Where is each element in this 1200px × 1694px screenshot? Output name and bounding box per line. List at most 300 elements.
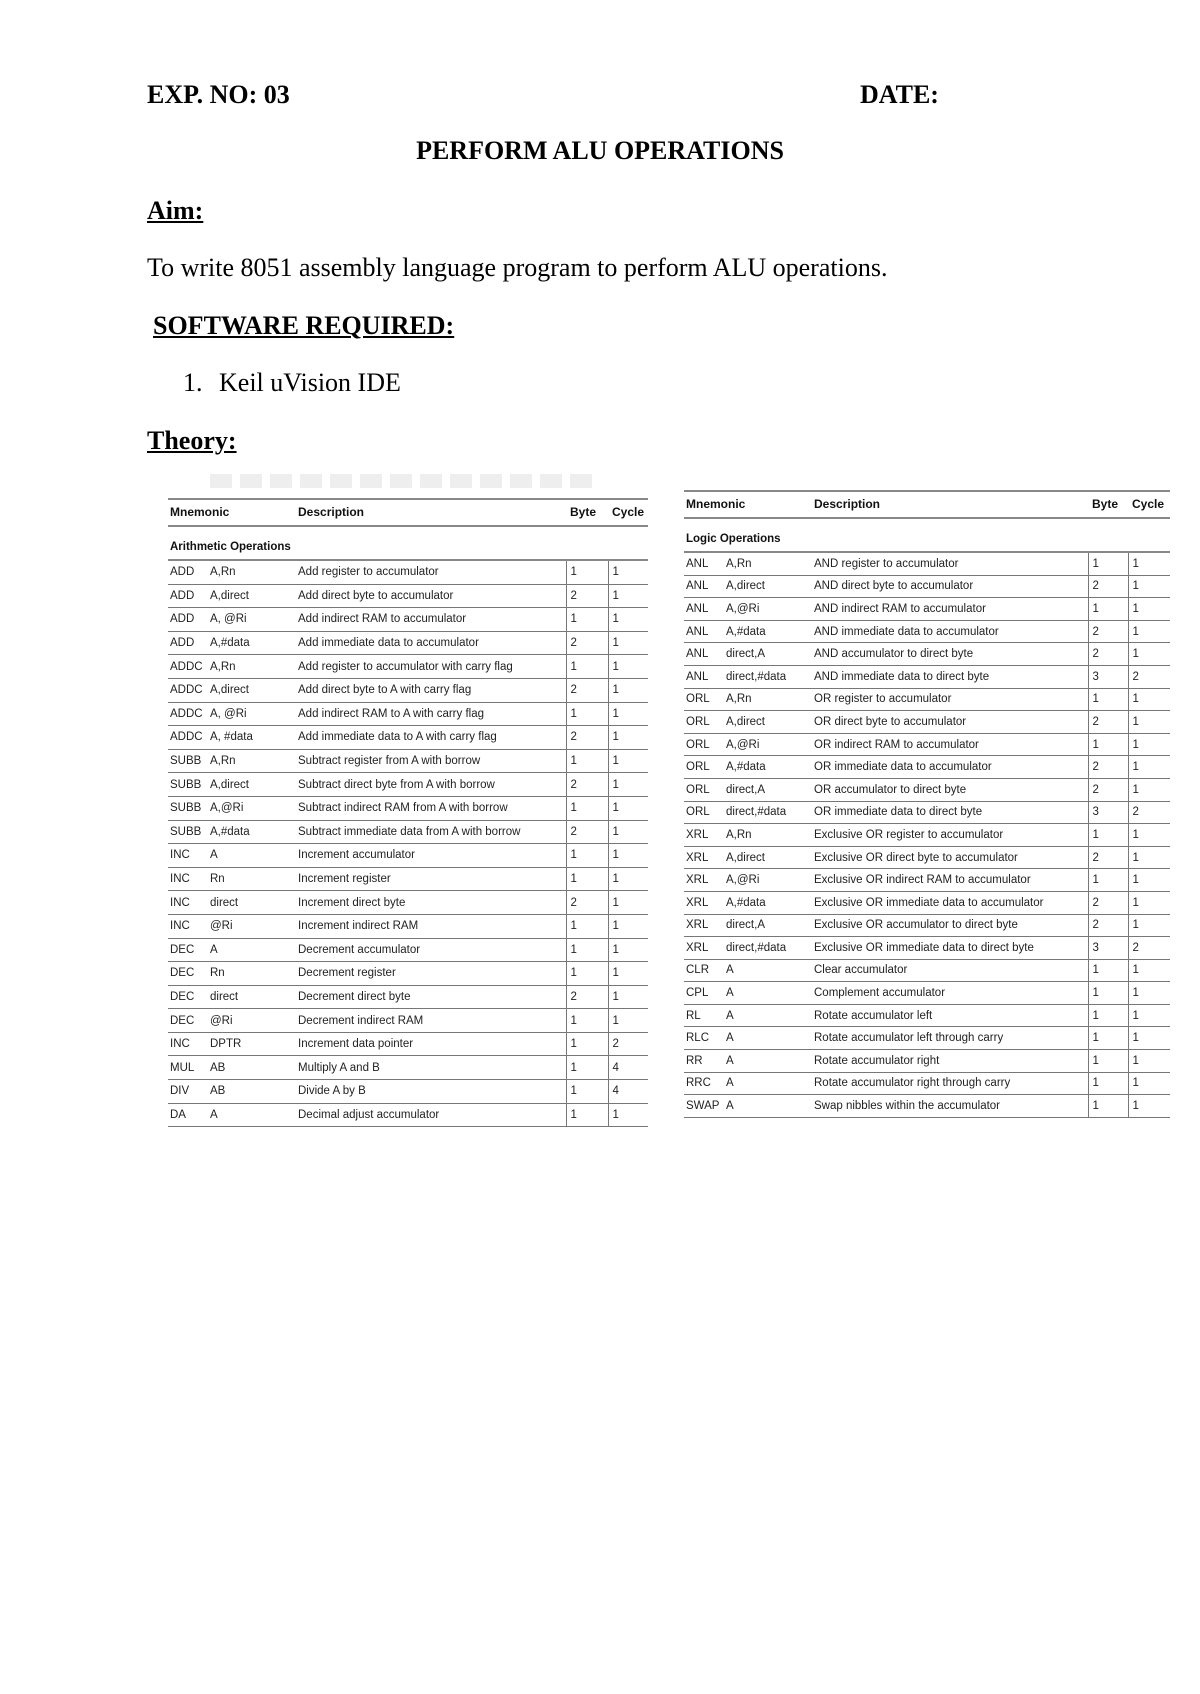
table-row <box>168 1056 648 1080</box>
mnemonic: MUL <box>170 1061 195 1074</box>
description-cell: Decrement accumulator <box>296 938 566 962</box>
description-cell: Subtract register from A with borrow <box>296 749 566 773</box>
byte-cell: 2 <box>1088 620 1128 643</box>
operands: direct,A <box>726 783 765 796</box>
mnemonic: XRL <box>686 828 709 841</box>
cycle-cell: 1 <box>1128 891 1170 914</box>
table-row <box>684 1095 1170 1118</box>
byte-cell: 1 <box>566 560 608 584</box>
description-cell: Exclusive OR immediate data to direct byte <box>812 937 1088 960</box>
column-header-description: Description <box>296 499 566 526</box>
mnemonic-cell <box>168 938 296 962</box>
byte-cell: 1 <box>1088 1004 1128 1027</box>
operands: direct,A <box>726 919 765 932</box>
mnemonic-cell <box>168 608 296 632</box>
table-row <box>168 560 648 584</box>
description-cell: Add immediate data to A with carry flag <box>296 726 566 750</box>
table-row <box>168 608 648 632</box>
faded-scan-artifact <box>210 474 600 488</box>
operands: A <box>726 964 734 977</box>
table-header-row <box>168 499 648 526</box>
description-cell: OR register to accumulator <box>812 688 1088 711</box>
mnemonic-cell <box>168 867 296 891</box>
table-row <box>168 962 648 986</box>
mnemonic-cell <box>684 778 812 801</box>
operands: A,Rn <box>726 828 752 841</box>
byte-cell: 1 <box>1088 869 1128 892</box>
description-cell: Add register to accumulator with carry flag <box>296 655 566 679</box>
description-cell: Add direct byte to accumulator <box>296 584 566 608</box>
operands: A,Rn <box>726 557 752 570</box>
logic-instructions-table <box>684 490 1170 1118</box>
operands: A,#data <box>726 761 766 774</box>
operands: A, @Ri <box>210 707 247 720</box>
byte-cell: 1 <box>1088 1027 1128 1050</box>
operands: @Ri <box>210 920 233 933</box>
table-row <box>684 620 1170 643</box>
mnemonic-cell <box>684 620 812 643</box>
byte-cell: 1 <box>1088 733 1128 756</box>
description-cell: AND immediate data to direct byte <box>812 665 1088 688</box>
operands: DPTR <box>210 1038 242 1051</box>
byte-cell: 2 <box>1088 711 1128 734</box>
mnemonic: SUBB <box>170 755 202 768</box>
mnemonic-cell <box>684 824 812 847</box>
mnemonic-cell <box>684 1072 812 1095</box>
mnemonic: INC <box>170 1038 190 1051</box>
cycle-cell: 1 <box>1128 959 1170 982</box>
table-row <box>168 1080 648 1104</box>
byte-cell: 2 <box>566 726 608 750</box>
mnemonic: ANL <box>686 625 709 638</box>
table-row <box>684 801 1170 824</box>
cycle-cell: 1 <box>608 891 648 915</box>
table-row <box>168 985 648 1009</box>
mnemonic: ORL <box>686 783 710 796</box>
mnemonic: ADDC <box>170 684 203 697</box>
byte-cell: 1 <box>566 749 608 773</box>
mnemonic: ORL <box>686 738 710 751</box>
cycle-cell: 1 <box>1128 914 1170 937</box>
operands: A, @Ri <box>210 613 247 626</box>
cycle-cell: 1 <box>1128 778 1170 801</box>
mnemonic-cell <box>684 1004 812 1027</box>
description-cell: Clear accumulator <box>812 959 1088 982</box>
table-row <box>168 867 648 891</box>
mnemonic: ANL <box>686 670 709 683</box>
table-row <box>168 938 648 962</box>
mnemonic-cell <box>168 678 296 702</box>
byte-cell: 2 <box>566 820 608 844</box>
mnemonic: DEC <box>170 990 195 1003</box>
mnemonic: CPL <box>686 987 709 1000</box>
description-cell: Swap nibbles within the accumulator <box>812 1095 1088 1118</box>
byte-cell: 3 <box>1088 937 1128 960</box>
cycle-cell: 1 <box>608 678 648 702</box>
byte-cell: 1 <box>566 608 608 632</box>
byte-cell: 1 <box>566 1009 608 1033</box>
theory-heading: Theory: <box>147 426 237 455</box>
mnemonic: ANL <box>686 602 709 615</box>
description-cell: OR immediate data to direct byte <box>812 801 1088 824</box>
operands: A <box>726 1100 734 1113</box>
table-body <box>168 526 648 1127</box>
column-header-mnemonic: Mnemonic <box>168 499 296 526</box>
cycle-cell: 4 <box>608 1056 648 1080</box>
mnemonic: RR <box>686 1054 703 1067</box>
byte-cell: 1 <box>1088 1095 1128 1118</box>
mnemonic-cell <box>168 1080 296 1104</box>
cycle-cell: 1 <box>608 749 648 773</box>
table-row <box>168 820 648 844</box>
operands: A,@Ri <box>210 802 244 815</box>
aim-text: To write 8051 assembly language program to perform ALU operations. <box>147 253 888 282</box>
cycle-cell: 1 <box>608 702 648 726</box>
mnemonic: SWAP <box>686 1100 720 1113</box>
mnemonic-cell <box>684 914 812 937</box>
table-row <box>684 643 1170 666</box>
table-row <box>684 756 1170 779</box>
operands: AB <box>210 1061 226 1074</box>
table-row <box>168 796 648 820</box>
description-cell: OR direct byte to accumulator <box>812 711 1088 734</box>
byte-cell: 2 <box>1088 846 1128 869</box>
byte-cell: 2 <box>1088 914 1128 937</box>
mnemonic-cell <box>684 711 812 734</box>
description-cell: Add register to accumulator <box>296 560 566 584</box>
operands: direct,#data <box>726 806 787 819</box>
byte-cell: 1 <box>1088 959 1128 982</box>
mnemonic-cell <box>168 796 296 820</box>
cycle-cell: 1 <box>1128 1004 1170 1027</box>
operands: direct,#data <box>726 941 787 954</box>
cycle-cell: 1 <box>608 560 648 584</box>
operands: A,#data <box>210 637 250 650</box>
table-row <box>168 631 648 655</box>
table-row <box>684 1027 1170 1050</box>
cycle-cell: 1 <box>608 985 648 1009</box>
table-row <box>684 711 1170 734</box>
byte-cell: 1 <box>566 844 608 868</box>
table-row <box>168 655 648 679</box>
cycle-cell: 1 <box>608 1009 648 1033</box>
mnemonic-cell <box>168 914 296 938</box>
description-cell: Exclusive OR register to accumulator <box>812 824 1088 847</box>
description-cell: Divide A by B <box>296 1080 566 1104</box>
mnemonic-cell <box>684 891 812 914</box>
operands: A <box>726 1009 734 1022</box>
byte-cell: 2 <box>1088 643 1128 666</box>
table-row <box>684 1050 1170 1073</box>
mnemonic-cell <box>684 733 812 756</box>
mnemonic-cell <box>684 575 812 598</box>
mnemonic-cell <box>684 801 812 824</box>
mnemonic: ANL <box>686 580 709 593</box>
table-row <box>684 937 1170 960</box>
operands: direct <box>210 990 239 1003</box>
description-cell: Rotate accumulator left through carry <box>812 1027 1088 1050</box>
column-header-mnemonic: Mnemonic <box>684 491 812 518</box>
mnemonic: RRC <box>686 1077 711 1090</box>
operands: A, #data <box>210 731 253 744</box>
operands: A,direct <box>726 851 765 864</box>
cycle-cell: 1 <box>1128 598 1170 621</box>
description-cell: AND indirect RAM to accumulator <box>812 598 1088 621</box>
operands: A,@Ri <box>726 738 760 751</box>
byte-cell: 2 <box>566 985 608 1009</box>
cycle-cell: 1 <box>1128 756 1170 779</box>
description-cell: OR accumulator to direct byte <box>812 778 1088 801</box>
description-cell: Add indirect RAM to A with carry flag <box>296 702 566 726</box>
table-row <box>684 552 1170 575</box>
mnemonic: DEC <box>170 967 195 980</box>
description-cell: Subtract immediate data from A with borrow <box>296 820 566 844</box>
description-cell: Multiply A and B <box>296 1056 566 1080</box>
description-cell: Complement accumulator <box>812 982 1088 1005</box>
mnemonic-cell <box>684 756 812 779</box>
mnemonic-cell <box>684 1095 812 1118</box>
column-header-byte: Byte <box>1088 491 1128 518</box>
byte-cell: 1 <box>566 938 608 962</box>
mnemonic-cell <box>684 846 812 869</box>
mnemonic: RLC <box>686 1032 710 1045</box>
operands: A,Rn <box>210 566 236 579</box>
section-row <box>684 518 1170 552</box>
byte-cell: 1 <box>566 655 608 679</box>
table-row <box>168 773 648 797</box>
mnemonic: ADDC <box>170 731 203 744</box>
description-cell: AND immediate data to accumulator <box>812 620 1088 643</box>
cycle-cell: 1 <box>1128 733 1170 756</box>
byte-cell: 2 <box>566 631 608 655</box>
description-cell: Increment accumulator <box>296 844 566 868</box>
operands: A,direct <box>210 684 249 697</box>
mnemonic: ORL <box>686 761 710 774</box>
cycle-cell: 1 <box>608 820 648 844</box>
description-cell: Rotate accumulator right through carry <box>812 1072 1088 1095</box>
mnemonic: XRL <box>686 919 709 932</box>
byte-cell: 1 <box>566 962 608 986</box>
operands: Rn <box>210 873 225 886</box>
table-row <box>684 665 1170 688</box>
cycle-cell: 1 <box>1128 1072 1170 1095</box>
description-cell: Increment direct byte <box>296 891 566 915</box>
document-title: PERFORM ALU OPERATIONS <box>416 136 784 165</box>
mnemonic: ADD <box>170 589 195 602</box>
table-body <box>684 518 1170 1117</box>
table-row <box>684 733 1170 756</box>
mnemonic-cell <box>684 665 812 688</box>
byte-cell: 1 <box>566 1032 608 1056</box>
mnemonic: CLR <box>686 964 710 977</box>
mnemonic-cell <box>168 655 296 679</box>
description-cell: Decrement direct byte <box>296 985 566 1009</box>
description-cell: Exclusive OR immediate data to accumulator <box>812 891 1088 914</box>
description-cell: Rotate accumulator left <box>812 1004 1088 1027</box>
byte-cell: 2 <box>566 773 608 797</box>
table-row <box>684 869 1170 892</box>
mnemonic: RL <box>686 1009 701 1022</box>
mnemonic: XRL <box>686 851 709 864</box>
byte-cell: 2 <box>1088 778 1128 801</box>
byte-cell: 1 <box>1088 1050 1128 1073</box>
mnemonic: INC <box>170 896 190 909</box>
cycle-cell: 1 <box>608 914 648 938</box>
column-header-byte: Byte <box>566 499 608 526</box>
table-row <box>684 1072 1170 1095</box>
table-row <box>168 702 648 726</box>
mnemonic: XRL <box>686 896 709 909</box>
byte-cell: 3 <box>1088 665 1128 688</box>
mnemonic: SUBB <box>170 825 202 838</box>
cycle-cell: 1 <box>1128 620 1170 643</box>
description-cell: OR immediate data to accumulator <box>812 756 1088 779</box>
operands: direct,#data <box>726 670 787 683</box>
table-row <box>168 844 648 868</box>
table-row <box>684 959 1170 982</box>
operands: A,#data <box>726 896 766 909</box>
cycle-cell: 1 <box>608 796 648 820</box>
mnemonic-cell <box>168 560 296 584</box>
table-row <box>684 824 1170 847</box>
list-item <box>183 368 401 398</box>
mnemonic-cell <box>168 1056 296 1080</box>
table-row <box>684 1004 1170 1027</box>
byte-cell: 1 <box>1088 688 1128 711</box>
column-header-cycle: Cycle <box>1128 491 1170 518</box>
operands: A,Rn <box>210 660 236 673</box>
mnemonic: ORL <box>686 715 710 728</box>
cycle-cell: 2 <box>608 1032 648 1056</box>
cycle-cell: 1 <box>1128 824 1170 847</box>
cycle-cell: 2 <box>1128 801 1170 824</box>
mnemonic-cell <box>168 584 296 608</box>
cycle-cell: 1 <box>1128 1027 1170 1050</box>
mnemonic: ADDC <box>170 660 203 673</box>
table-row <box>168 891 648 915</box>
mnemonic-cell <box>168 820 296 844</box>
table-row <box>684 575 1170 598</box>
mnemonic-cell <box>684 982 812 1005</box>
byte-cell: 1 <box>566 867 608 891</box>
mnemonic-cell <box>168 985 296 1009</box>
byte-cell: 3 <box>1088 801 1128 824</box>
byte-cell: 1 <box>566 914 608 938</box>
software-required-heading: SOFTWARE REQUIRED: <box>153 311 455 340</box>
table-row <box>168 584 648 608</box>
mnemonic: DEC <box>170 943 195 956</box>
operands: A <box>726 987 734 1000</box>
section-row <box>168 526 648 560</box>
cycle-cell: 1 <box>608 584 648 608</box>
operands: A,#data <box>210 825 250 838</box>
arithmetic-instructions-table <box>168 498 648 1127</box>
mnemonic-cell <box>684 959 812 982</box>
mnemonic-cell <box>168 962 296 986</box>
cycle-cell: 1 <box>608 631 648 655</box>
mnemonic: ANL <box>686 557 709 570</box>
mnemonic-cell <box>684 1050 812 1073</box>
description-cell: OR indirect RAM to accumulator <box>812 733 1088 756</box>
cycle-cell: 1 <box>1128 711 1170 734</box>
cycle-cell: 1 <box>608 608 648 632</box>
list-item-text: Keil uVision IDE <box>219 368 401 397</box>
operands: A,@Ri <box>726 874 760 887</box>
table-row <box>168 914 648 938</box>
description-cell: AND direct byte to accumulator <box>812 575 1088 598</box>
mnemonic: DIV <box>170 1085 190 1098</box>
description-cell: Subtract indirect RAM from A with borrow <box>296 796 566 820</box>
mnemonic: ORL <box>686 806 710 819</box>
mnemonic-cell <box>168 749 296 773</box>
description-cell: Add direct byte to A with carry flag <box>296 678 566 702</box>
mnemonic: ADD <box>170 613 195 626</box>
mnemonic: ADD <box>170 566 195 579</box>
mnemonic-cell <box>684 937 812 960</box>
table-row <box>168 749 648 773</box>
cycle-cell: 1 <box>1128 982 1170 1005</box>
byte-cell: 2 <box>1088 891 1128 914</box>
table-row <box>168 1009 648 1033</box>
cycle-cell: 1 <box>1128 643 1170 666</box>
cycle-cell: 1 <box>608 938 648 962</box>
byte-cell: 1 <box>1088 552 1128 575</box>
mnemonic-cell <box>684 552 812 575</box>
software-list <box>183 368 401 398</box>
description-cell: Add indirect RAM to accumulator <box>296 608 566 632</box>
mnemonic: SUBB <box>170 802 202 815</box>
operands: A,direct <box>726 715 765 728</box>
mnemonic-cell <box>168 1009 296 1033</box>
byte-cell: 1 <box>566 1103 608 1127</box>
section-label: Logic Operations <box>684 518 1170 552</box>
mnemonic: INC <box>170 849 190 862</box>
table-row <box>168 1032 648 1056</box>
cycle-cell: 1 <box>1128 575 1170 598</box>
cycle-cell: 1 <box>608 773 648 797</box>
cycle-cell: 1 <box>1128 846 1170 869</box>
description-cell: Decimal adjust accumulator <box>296 1103 566 1127</box>
mnemonic-cell <box>168 844 296 868</box>
description-cell: Subtract direct byte from A with borrow <box>296 773 566 797</box>
operands: A,direct <box>726 580 765 593</box>
table-row <box>684 914 1170 937</box>
operands: Rn <box>210 967 225 980</box>
description-cell: AND accumulator to direct byte <box>812 643 1088 666</box>
byte-cell: 1 <box>566 796 608 820</box>
mnemonic-cell <box>168 891 296 915</box>
byte-cell: 1 <box>1088 824 1128 847</box>
description-cell: Exclusive OR accumulator to direct byte <box>812 914 1088 937</box>
description-cell: Add immediate data to accumulator <box>296 631 566 655</box>
mnemonic-cell <box>684 598 812 621</box>
table-header-row <box>684 491 1170 518</box>
list-item-number: 1. <box>183 368 203 397</box>
cycle-cell: 4 <box>608 1080 648 1104</box>
cycle-cell: 1 <box>1128 688 1170 711</box>
mnemonic: SUBB <box>170 778 202 791</box>
cycle-cell: 1 <box>1128 1050 1170 1073</box>
operands: A,#data <box>726 625 766 638</box>
column-header-cycle: Cycle <box>608 499 648 526</box>
operands: @Ri <box>210 1014 233 1027</box>
mnemonic: XRL <box>686 941 709 954</box>
column-header-description: Description <box>812 491 1088 518</box>
description-cell: Decrement indirect RAM <box>296 1009 566 1033</box>
operands: A <box>726 1077 734 1090</box>
aim-heading: Aim: <box>147 196 204 225</box>
cycle-cell: 2 <box>1128 665 1170 688</box>
